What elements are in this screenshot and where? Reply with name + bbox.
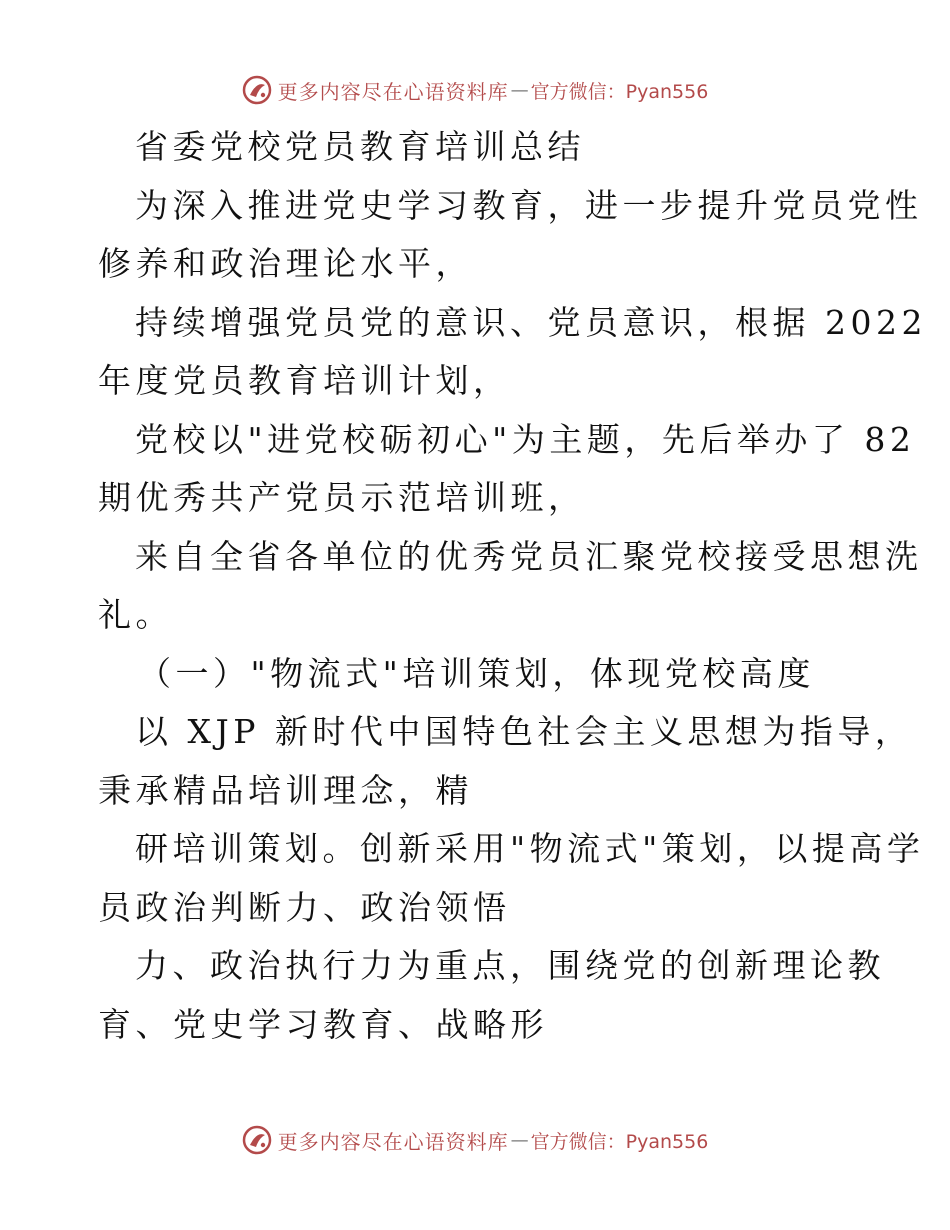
paragraph-line: 为深入推进党史学习教育，进一步提升党员党性 [135, 185, 923, 225]
section-heading: （一）"物流式"培训策划，体现党校高度 [138, 653, 815, 693]
paragraph-line: 年度党员教育培训计划， [98, 361, 511, 400]
brand-logo-icon [242, 75, 272, 105]
watermark-separator: — [510, 79, 529, 101]
watermark-text: 更多内容尽在心语资料库 [277, 1129, 509, 1154]
paragraph-line: 育、党史学习教育、战略形 [98, 1004, 548, 1044]
paragraph-line: 礼。 [98, 595, 173, 634]
paragraph-line: 以 XJP 新时代中国特色社会主义思想为指导， [135, 712, 913, 751]
paragraph-line: 力、政治执行力为重点，围绕党的创新理论教 [135, 946, 885, 985]
document-title: 省委党校党员教育培训总结 [135, 127, 585, 166]
watermark-text: 更多内容尽在心语资料库 [277, 79, 509, 104]
watermark-wechat: 官方微信：Pyan556 [530, 80, 709, 103]
paragraph-line: 期优秀共产党员示范培训班， [98, 478, 586, 517]
header-watermark [0, 72, 950, 108]
brand-logo-icon [242, 1125, 272, 1155]
paragraph-line: 秉承精品培训理念，精 [98, 770, 473, 810]
paragraph-line: 员政治判断力、政治领悟 [98, 887, 511, 927]
watermark-wechat: 官方微信：Pyan556 [530, 1130, 709, 1153]
paragraph-line: 修养和政治理论水平， [98, 244, 473, 283]
paragraph-line: 党校以"进党校砺初心"为主题，先后举办了 82 [135, 419, 916, 459]
paragraph-line: 研培训策划。创新采用"物流式"策划，以提高学 [135, 829, 925, 868]
paragraph-line: 来自全省各单位的优秀党员汇聚党校接受思想洗 [135, 536, 923, 576]
footer-watermark [0, 1122, 950, 1158]
document-body [98, 118, 927, 1054]
paragraph-line: 持续增强党员党的意识、党员意识，根据 2022 [135, 302, 927, 342]
watermark-separator: — [510, 1129, 529, 1151]
